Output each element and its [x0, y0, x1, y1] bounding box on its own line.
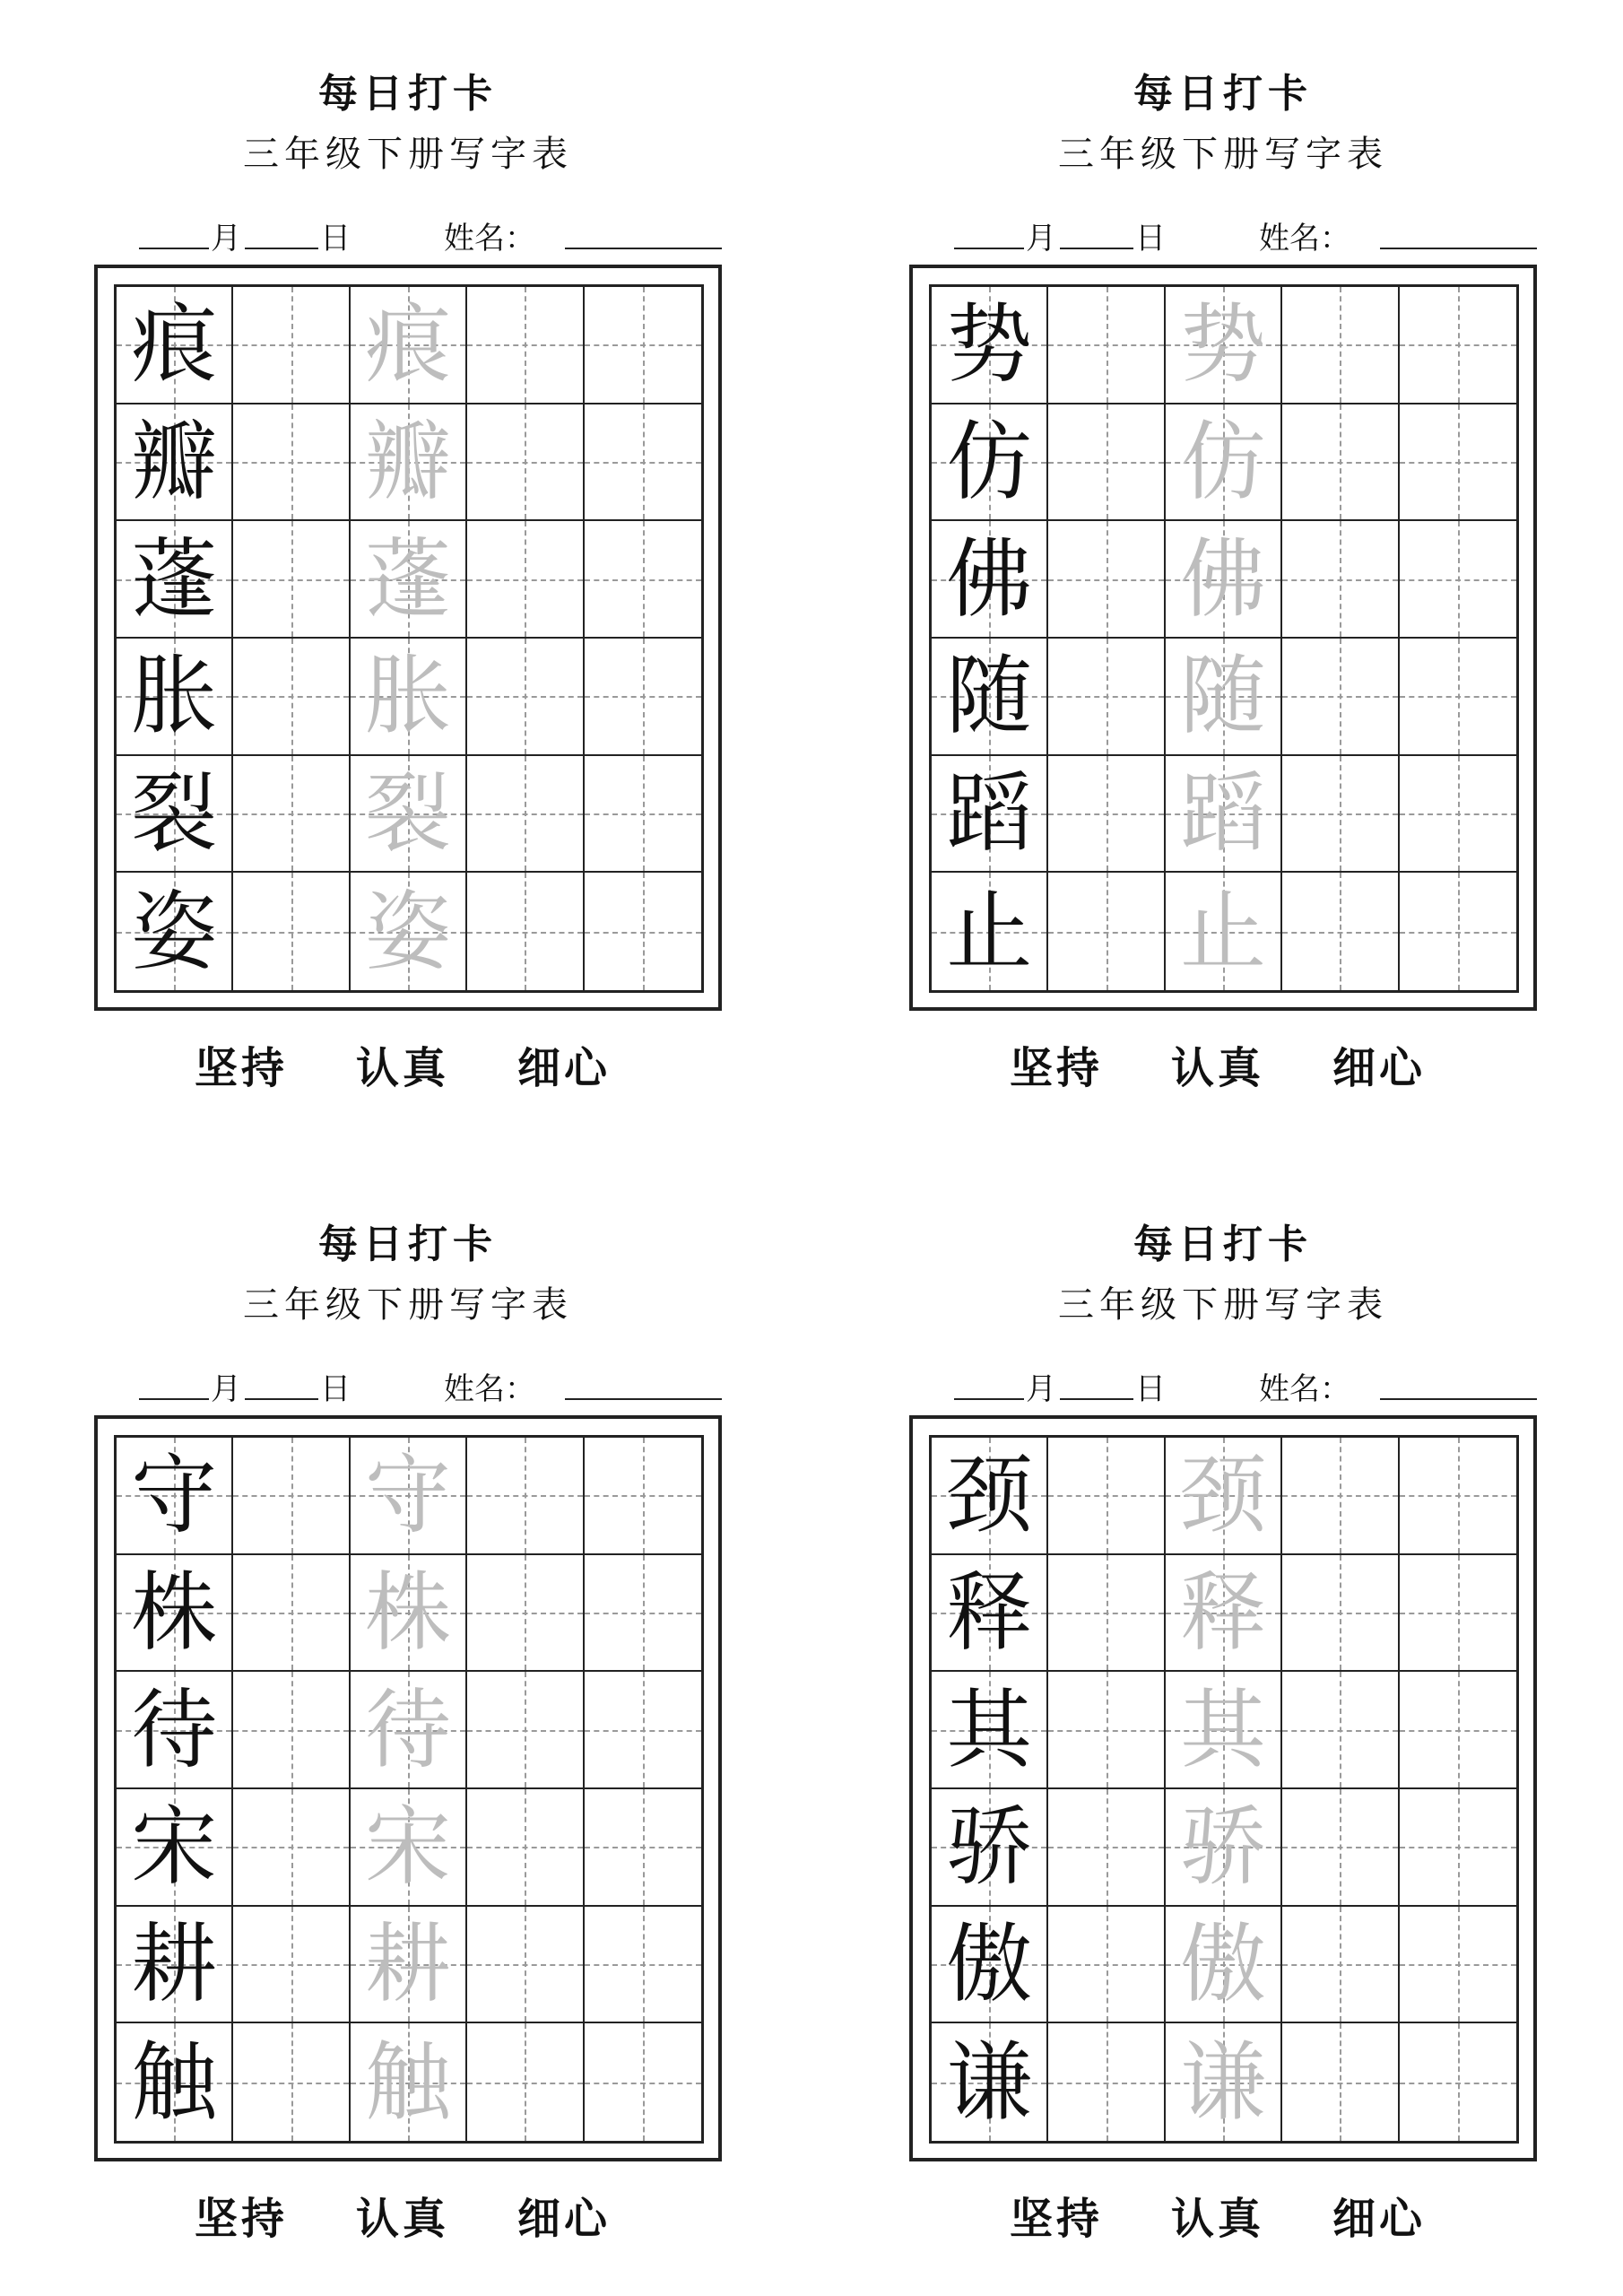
- model-character: 宋: [131, 1796, 218, 1898]
- trace-character: 势: [1179, 294, 1266, 396]
- trace-character: 姿: [364, 881, 451, 982]
- day-label: 日: [320, 221, 351, 257]
- model-cell: [932, 1789, 1048, 1907]
- practice-cell[interactable]: [233, 521, 350, 639]
- trace-cell: [1166, 756, 1282, 874]
- sheet-subtitle: 三年级下册写字表: [1058, 134, 1388, 175]
- model-character: 瓣: [131, 411, 218, 512]
- sheet-title: 每日打卡: [1133, 71, 1313, 117]
- practice-cell[interactable]: [1282, 1907, 1399, 2024]
- trace-character: 止: [1179, 881, 1266, 982]
- motto-2: 认真: [356, 1043, 450, 1093]
- trace-cell: [351, 2023, 467, 2141]
- trace-character: 裂: [364, 762, 451, 864]
- practice-cell[interactable]: [585, 1555, 701, 1673]
- trace-character: 傲: [1179, 1913, 1266, 2014]
- model-character: 蓬: [131, 528, 218, 630]
- practice-cell[interactable]: [1282, 873, 1399, 990]
- practice-cell[interactable]: [585, 404, 701, 522]
- model-cell: [932, 287, 1048, 404]
- practice-cell[interactable]: [585, 287, 701, 404]
- motto-2: 认真: [356, 2194, 450, 2244]
- model-character: 胀: [131, 646, 218, 747]
- month-label: 月: [1026, 221, 1056, 257]
- trace-cell: [1166, 404, 1282, 522]
- trace-character: 仿: [1179, 411, 1266, 512]
- practice-cell[interactable]: [1282, 2023, 1399, 2141]
- practice-cell[interactable]: [585, 1789, 701, 1907]
- model-cell: [932, 1438, 1048, 1555]
- practice-cell[interactable]: [467, 1438, 584, 1555]
- day-label: 日: [1135, 221, 1166, 257]
- motto-1: 坚持: [195, 1043, 289, 1093]
- practice-cell[interactable]: [467, 1555, 584, 1673]
- practice-cell[interactable]: [585, 639, 701, 756]
- model-cell: [932, 404, 1048, 522]
- trace-cell: [1166, 1555, 1282, 1673]
- practice-cell[interactable]: [1282, 404, 1399, 522]
- model-cell: [117, 873, 233, 990]
- practice-cell[interactable]: [233, 287, 350, 404]
- motto-1: 坚持: [1010, 1043, 1104, 1093]
- practice-cell[interactable]: [233, 1789, 350, 1907]
- practice-sheet-2: [909, 0, 1537, 1112]
- trace-cell: [1166, 2023, 1282, 2141]
- tianzige-grid: [929, 1435, 1519, 2144]
- trace-character: 随: [1179, 646, 1266, 747]
- date-name-line: [121, 1359, 731, 1407]
- month-label: 月: [211, 221, 241, 257]
- practice-cell[interactable]: [233, 1438, 350, 1555]
- day-blank[interactable]: [245, 1398, 318, 1400]
- sheet-title: 每日打卡: [1133, 1222, 1313, 1267]
- sheet-subtitle: 三年级下册写字表: [243, 1284, 573, 1326]
- practice-cell[interactable]: [1400, 2023, 1516, 2141]
- practice-cell[interactable]: [1282, 521, 1399, 639]
- model-cell: [117, 2023, 233, 2141]
- name-label: 姓名：: [1259, 1371, 1350, 1407]
- day-blank[interactable]: [245, 248, 318, 249]
- practice-cell[interactable]: [467, 756, 584, 874]
- model-cell: [117, 1555, 233, 1673]
- sheet-subtitle: 三年级下册写字表: [243, 134, 573, 175]
- practice-frame: [94, 1415, 722, 2161]
- month-blank[interactable]: [139, 248, 209, 249]
- practice-cell[interactable]: [1048, 1789, 1165, 1907]
- practice-cell[interactable]: [1282, 1672, 1399, 1789]
- practice-cell[interactable]: [585, 1672, 701, 1789]
- trace-character: 蓬: [364, 528, 451, 630]
- practice-cell[interactable]: [1048, 756, 1165, 874]
- name-blank[interactable]: [1380, 248, 1537, 249]
- practice-cell[interactable]: [233, 404, 350, 522]
- practice-cell[interactable]: [1282, 639, 1399, 756]
- model-cell: [117, 521, 233, 639]
- day-label: 日: [1135, 1371, 1166, 1407]
- model-cell: [117, 287, 233, 404]
- trace-character: 瓣: [364, 411, 451, 512]
- practice-cell[interactable]: [1048, 1555, 1165, 1673]
- practice-cell[interactable]: [1400, 639, 1516, 756]
- model-cell: [932, 639, 1048, 756]
- sheet-subtitle: 三年级下册写字表: [1058, 1284, 1388, 1326]
- practice-cell[interactable]: [1048, 639, 1165, 756]
- trace-cell: [351, 1555, 467, 1673]
- trace-character: 宋: [364, 1796, 451, 1898]
- practice-cell[interactable]: [1048, 2023, 1165, 2141]
- trace-cell: [1166, 1789, 1282, 1907]
- practice-cell[interactable]: [1282, 1438, 1399, 1555]
- model-character: 随: [946, 646, 1033, 747]
- name-blank[interactable]: [565, 1398, 722, 1400]
- model-character: 仿: [946, 411, 1033, 512]
- practice-cell[interactable]: [1048, 1672, 1165, 1789]
- model-character: 裂: [131, 762, 218, 864]
- practice-cell[interactable]: [1400, 404, 1516, 522]
- trace-cell: [351, 873, 467, 990]
- motto-2: 认真: [1171, 2194, 1265, 2244]
- practice-cell[interactable]: [585, 521, 701, 639]
- practice-cell[interactable]: [233, 639, 350, 756]
- model-cell: [932, 756, 1048, 874]
- model-character: 傲: [946, 1913, 1033, 2014]
- practice-cell[interactable]: [467, 521, 584, 639]
- practice-cell[interactable]: [1048, 873, 1165, 990]
- practice-cell[interactable]: [1048, 404, 1165, 522]
- trace-cell: [1166, 873, 1282, 990]
- practice-cell[interactable]: [233, 2023, 350, 2141]
- day-blank[interactable]: [1060, 248, 1133, 249]
- month-blank[interactable]: [139, 1398, 209, 1400]
- practice-cell[interactable]: [1400, 1438, 1516, 1555]
- trace-character: 守: [364, 1445, 451, 1546]
- trace-character: 痕: [364, 294, 451, 396]
- sheet-title: 每日打卡: [318, 1222, 498, 1267]
- practice-cell[interactable]: [585, 1438, 701, 1555]
- model-character: 痕: [131, 294, 218, 396]
- motto-1: 坚持: [1010, 2194, 1104, 2244]
- model-cell: [932, 873, 1048, 990]
- practice-cell[interactable]: [1282, 756, 1399, 874]
- trace-cell: [1166, 521, 1282, 639]
- practice-cell[interactable]: [467, 287, 584, 404]
- motto-1: 坚持: [195, 2194, 289, 2244]
- practice-cell[interactable]: [1048, 1907, 1165, 2024]
- date-name-line: [936, 208, 1546, 257]
- practice-cell[interactable]: [467, 1672, 584, 1789]
- practice-cell[interactable]: [1400, 521, 1516, 639]
- month-label: 月: [1026, 1371, 1056, 1407]
- month-blank[interactable]: [954, 1398, 1024, 1400]
- model-cell: [117, 1438, 233, 1555]
- practice-cell[interactable]: [467, 1789, 584, 1907]
- practice-cell[interactable]: [1400, 287, 1516, 404]
- trace-character: 胀: [364, 646, 451, 747]
- tianzige-grid: [929, 284, 1519, 993]
- motto-2: 认真: [1171, 1043, 1265, 1093]
- trace-character: 其: [1179, 1679, 1266, 1780]
- model-character: 谦: [946, 2031, 1033, 2133]
- practice-cell[interactable]: [233, 1907, 350, 2024]
- practice-cell[interactable]: [1282, 1789, 1399, 1907]
- model-cell: [932, 2023, 1048, 2141]
- model-character: 蹈: [946, 762, 1033, 864]
- trace-cell: [351, 1438, 467, 1555]
- practice-cell[interactable]: [1400, 1907, 1516, 2024]
- trace-cell: [351, 1672, 467, 1789]
- model-cell: [117, 639, 233, 756]
- trace-character: 骄: [1179, 1796, 1266, 1898]
- model-character: 株: [131, 1561, 218, 1663]
- practice-cell[interactable]: [467, 873, 584, 990]
- trace-character: 谦: [1179, 2031, 1266, 2133]
- trace-cell: [1166, 1672, 1282, 1789]
- model-cell: [117, 404, 233, 522]
- practice-frame: [94, 265, 722, 1011]
- model-character: 止: [946, 881, 1033, 982]
- practice-cell[interactable]: [1400, 1555, 1516, 1673]
- practice-cell[interactable]: [1400, 1789, 1516, 1907]
- trace-cell: [1166, 1438, 1282, 1555]
- motto-3: 细心: [517, 1043, 612, 1093]
- practice-cell[interactable]: [233, 756, 350, 874]
- practice-cell[interactable]: [233, 1672, 350, 1789]
- model-character: 耕: [131, 1913, 218, 2014]
- practice-cell[interactable]: [233, 873, 350, 990]
- tianzige-grid: [114, 284, 704, 993]
- practice-cell[interactable]: [467, 404, 584, 522]
- trace-character: 释: [1179, 1561, 1266, 1663]
- practice-cell[interactable]: [585, 756, 701, 874]
- date-name-line: [121, 208, 731, 257]
- practice-cell[interactable]: [233, 1555, 350, 1673]
- model-cell: [932, 1907, 1048, 2024]
- tianzige-grid: [114, 1435, 704, 2144]
- model-cell: [932, 1672, 1048, 1789]
- trace-character: 触: [364, 2031, 451, 2133]
- name-label: 姓名：: [1259, 221, 1350, 257]
- day-label: 日: [320, 1371, 351, 1407]
- trace-cell: [351, 1789, 467, 1907]
- model-cell: [117, 1789, 233, 1907]
- model-character: 姿: [131, 881, 218, 982]
- motto-3: 细心: [1332, 2194, 1427, 2244]
- practice-cell[interactable]: [467, 1907, 584, 2024]
- practice-cell[interactable]: [585, 2023, 701, 2141]
- name-label: 姓名：: [444, 221, 535, 257]
- motto-3: 细心: [517, 2194, 612, 2244]
- trace-cell: [351, 287, 467, 404]
- model-character: 势: [946, 294, 1033, 396]
- practice-cell[interactable]: [1400, 756, 1516, 874]
- practice-frame: [909, 1415, 1537, 2161]
- day-blank[interactable]: [1060, 1398, 1133, 1400]
- practice-sheet-3: [94, 1151, 722, 2263]
- trace-cell: [351, 404, 467, 522]
- month-label: 月: [211, 1371, 241, 1407]
- model-cell: [117, 756, 233, 874]
- practice-cell[interactable]: [1400, 873, 1516, 990]
- trace-character: 颈: [1179, 1445, 1266, 1546]
- name-blank[interactable]: [1380, 1398, 1537, 1400]
- model-character: 待: [131, 1679, 218, 1780]
- practice-cell[interactable]: [467, 639, 584, 756]
- name-blank[interactable]: [565, 248, 722, 249]
- model-cell: [117, 1907, 233, 2024]
- name-label: 姓名：: [444, 1371, 535, 1407]
- practice-cell[interactable]: [1048, 521, 1165, 639]
- trace-cell: [1166, 1907, 1282, 2024]
- trace-character: 佛: [1179, 528, 1266, 630]
- trace-cell: [351, 1907, 467, 2024]
- model-character: 守: [131, 1445, 218, 1546]
- model-cell: [932, 521, 1048, 639]
- model-character: 颈: [946, 1445, 1033, 1546]
- model-character: 其: [946, 1679, 1033, 1780]
- date-name-line: [936, 1359, 1546, 1407]
- trace-cell: [351, 521, 467, 639]
- trace-character: 株: [364, 1561, 451, 1663]
- model-cell: [117, 1672, 233, 1789]
- trace-character: 待: [364, 1679, 451, 1780]
- practice-frame: [909, 265, 1537, 1011]
- practice-cell[interactable]: [1282, 287, 1399, 404]
- sheet-title: 每日打卡: [318, 71, 498, 117]
- practice-cell[interactable]: [1282, 1555, 1399, 1673]
- model-character: 佛: [946, 528, 1033, 630]
- motto-3: 细心: [1332, 1043, 1427, 1093]
- month-blank[interactable]: [954, 248, 1024, 249]
- model-character: 释: [946, 1561, 1033, 1663]
- practice-cell[interactable]: [1048, 1438, 1165, 1555]
- model-character: 触: [131, 2031, 218, 2133]
- trace-character: 耕: [364, 1913, 451, 2014]
- model-character: 骄: [946, 1796, 1033, 1898]
- trace-cell: [1166, 639, 1282, 756]
- trace-character: 蹈: [1179, 762, 1266, 864]
- practice-cell[interactable]: [585, 873, 701, 990]
- trace-cell: [1166, 287, 1282, 404]
- practice-cell[interactable]: [585, 1907, 701, 2024]
- trace-cell: [351, 756, 467, 874]
- practice-sheet-1: [94, 0, 722, 1112]
- practice-cell[interactable]: [1048, 287, 1165, 404]
- practice-cell[interactable]: [1400, 1672, 1516, 1789]
- trace-cell: [351, 639, 467, 756]
- practice-sheet-4: [909, 1151, 1537, 2263]
- practice-cell[interactable]: [467, 2023, 584, 2141]
- model-cell: [932, 1555, 1048, 1673]
